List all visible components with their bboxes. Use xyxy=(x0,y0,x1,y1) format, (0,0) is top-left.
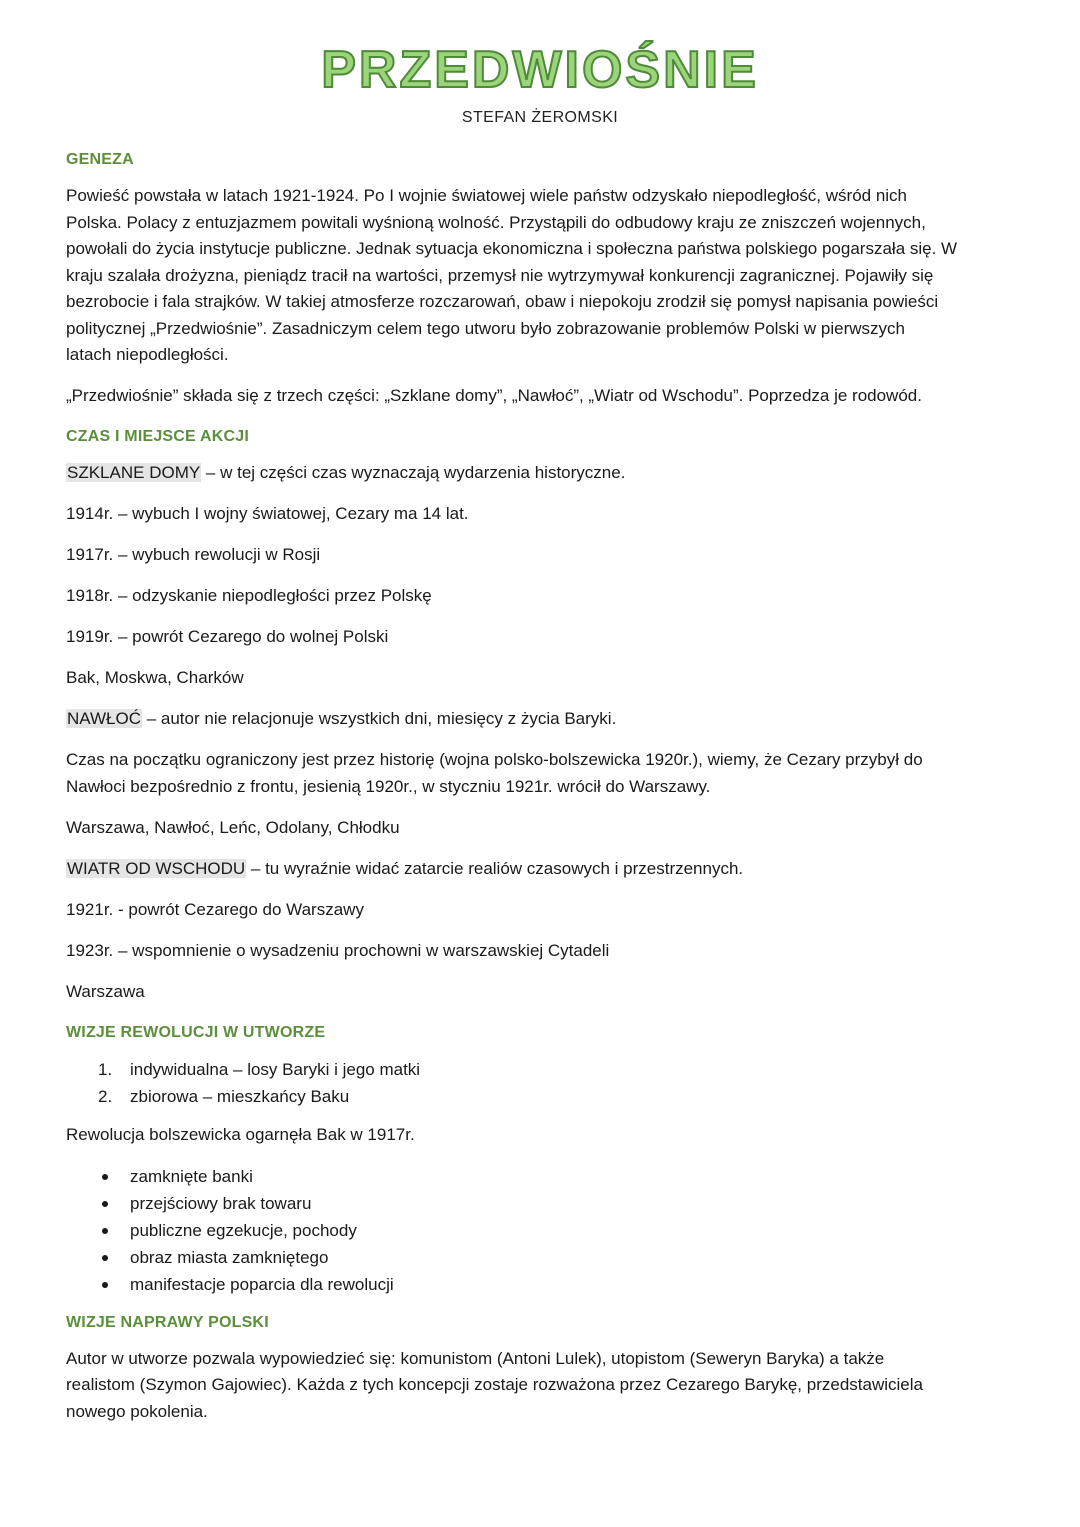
text-line: Powieść powstała w latach 1921-1924. Po I wojnie światowej wiele państw odzyskało niepodległość, wśród nich xyxy=(66,186,908,205)
places-line: Warszawa, Nawłoć, Leńc, Odolany, Chłodku xyxy=(66,817,400,837)
event-line: 1917r. – wybuch rewolucji w Rosji xyxy=(66,545,321,564)
document-title: PRZEDWIOŚNIE xyxy=(321,41,759,99)
paragraph-rewolucja-intro: Rewolucja bolszewicka ogarnęła Bak w 1917r. xyxy=(66,1124,415,1144)
list-item xyxy=(66,1056,1016,1083)
list-number: 2. xyxy=(98,1086,113,1106)
event-line: 1919r. – powrót Cezarego do wolnej Polski xyxy=(66,627,389,646)
text-line: Czas na początku ograniczony jest przez historię (wojna polsko-bolszewicka 1920r.), wiemy, że Cezary przybył do xyxy=(66,750,923,769)
ordered-list xyxy=(66,1056,1016,1110)
paragraph-naprawa xyxy=(66,1346,1016,1426)
event-line: 1918r. – odzyskanie niepodległości przez Polskę xyxy=(66,586,432,605)
places-line: Bak, Moskwa, Charków xyxy=(66,668,244,687)
bullet-list xyxy=(66,1163,1016,1298)
part-description: – w tej części czas wyznaczają wydarzenia historyczne. xyxy=(201,463,626,482)
part-description: – tu wyraźnie widać zatarcie realiów czasowych i przestrzennych. xyxy=(246,858,744,878)
list-item: manifestacje poparcia dla rewolucji xyxy=(66,1271,1016,1298)
text-line: realistom (Szymon Gajowiec). Każda z tych koncepcji zostaje rozważona przez Cezarego Barykę, przedstawiciela xyxy=(66,1375,923,1394)
part-nawloc xyxy=(66,706,1016,733)
text-line: Nawłoci bezpośrednio z frontu, jesienią 1920r., w styczniu 1921r. wrócił do Warszawy. xyxy=(66,776,711,796)
part-szklane-domy xyxy=(66,460,1016,487)
list-item xyxy=(66,1083,1016,1110)
section-heading-czas: CZAS I MIEJSCE AKCJI xyxy=(66,428,249,445)
list-item: obraz miasta zamkniętego xyxy=(66,1244,1016,1271)
paragraph-nawloc xyxy=(66,747,1016,800)
text-line: kraju szalała drożyzna, pieniądz tracił na wartości, przemysł nie wytrzymywał konkurencji zagranicznej. Pojawiły się xyxy=(66,265,934,285)
event-line: 1914r. – wybuch I wojny światowej, Cezary ma 14 lat. xyxy=(66,504,469,523)
highlight-label: SZKLANE DOMY xyxy=(67,463,201,482)
places-line: Warszawa xyxy=(66,981,145,1001)
list-item: przejściowy brak towaru xyxy=(66,1190,1016,1217)
list-item: publiczne egzekucje, pochody xyxy=(66,1217,1016,1244)
text-line: bezrobocie i fala strajków. W takiej atmosferze rozczarowań, obaw i niepokoju zrodził się pomysł napisania powieści xyxy=(66,292,939,311)
highlight-label: NAWŁOĆ xyxy=(67,709,141,728)
section-heading-naprawa: WIZJE NAPRAWY POLSKI xyxy=(66,1313,269,1331)
part-wiatr-od-wschodu xyxy=(66,856,1016,883)
list-item: zamknięte banki xyxy=(66,1163,1016,1190)
list-item-text: zbiorowa – mieszkańcy Baku xyxy=(130,1086,350,1106)
event-line: 1921r. - powrót Cezarego do Warszawy xyxy=(66,899,364,919)
paragraph-geneza xyxy=(66,183,1016,369)
text-line: Polska. Polacy z entuzjazmem powitali wyśnioną wolność. Przystąpili do odbudowy kraju ze zniszczeń wojennych, xyxy=(66,212,926,232)
document-body xyxy=(66,147,1016,1440)
event-line: 1923r. – wspomnienie o wysadzeniu prochowni w warszawskiej Cytadeli xyxy=(66,940,610,960)
list-item-text: indywidualna – losy Baryki i jego matki xyxy=(130,1059,421,1079)
text-line: Autor w utworze pozwala wypowiedzieć się: komunistom (Antoni Lulek), utopistom (Seweryn Baryka) a także xyxy=(66,1348,885,1368)
highlight-label: WIATR OD WSCHODU xyxy=(67,858,246,878)
list-number: 1. xyxy=(98,1059,113,1079)
part-description: – autor nie relacjonuje wszystkich dni, miesięcy z życia Baryki. xyxy=(142,709,617,728)
text-line: nowego pokolenia. xyxy=(66,1401,208,1421)
paragraph-parts: „Przedwiośnie” składa się z trzech części: „Szklane domy”, „Nawłoć”, „Wiatr od Wschodu”. Poprzedza je rodowód. xyxy=(66,386,922,405)
text-line: latach niepodległości. xyxy=(66,345,229,364)
section-heading-rewolucja: WIZJE REWOLUCJI W UTWORZE xyxy=(66,1023,326,1041)
text-line: politycznej „Przedwiośnie”. Zasadniczym celem tego utworu było zobrazowanie problemów Polski w pierwszych xyxy=(66,318,906,338)
document-author: STEFAN ŻEROMSKI xyxy=(461,109,619,126)
section-heading-geneza: GENEZA xyxy=(66,151,134,168)
text-line: powołali do życia instytucje publiczne. Jednak sytuacja ekonomiczna i społeczna państwa polskiego pogarszała się. W xyxy=(66,239,958,258)
